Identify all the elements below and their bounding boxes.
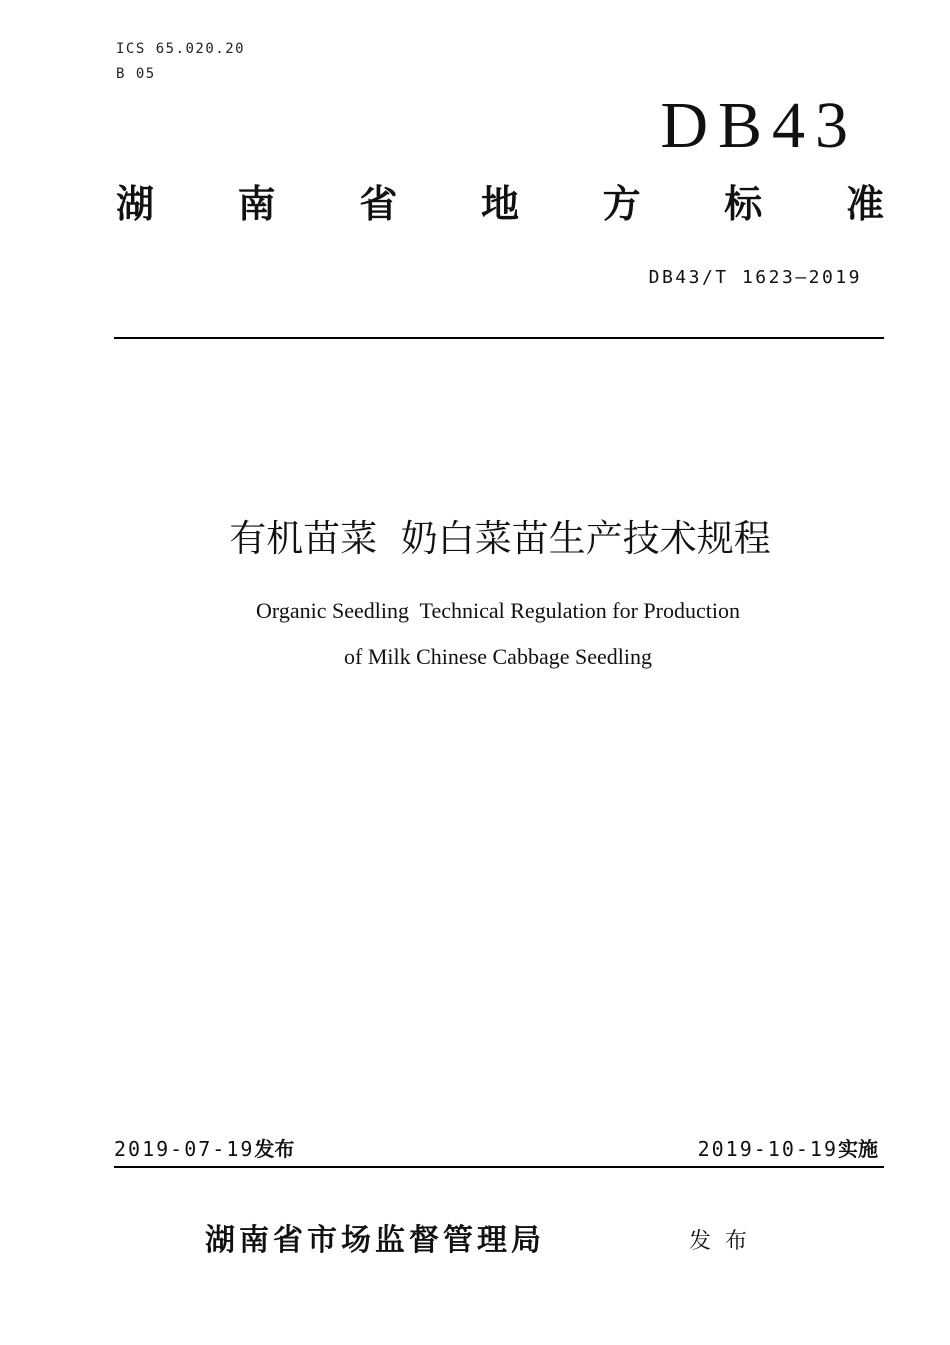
standard-type-char: 准 <box>845 182 884 226</box>
issue-label: 发布 <box>254 1137 295 1161</box>
publish-word: 发布 <box>689 1229 762 1254</box>
title-english-line-2: of Milk Chinese Cabbage Seedling <box>344 644 652 669</box>
standard-type-char: 标 <box>724 182 763 226</box>
db-mark: DB43 <box>660 89 858 162</box>
standard-type-char: 方 <box>602 182 641 226</box>
top-divider <box>114 337 884 339</box>
standard-type-char: 湖 <box>116 182 155 226</box>
standard-type-char: 省 <box>359 182 398 226</box>
issue-date: 2019-07-19 <box>114 1137 255 1161</box>
ics-code: ICS 65.020.20 <box>116 41 246 57</box>
title-english-line-1: Organic Seedling Technical Regulation for Production <box>256 598 740 623</box>
issue-date-block <box>114 1135 294 1164</box>
publisher-name: 湖南省市场监督管理局 <box>205 1223 545 1258</box>
implement-date: 2019-10-19 <box>697 1137 838 1161</box>
standard-type-char: 地 <box>480 182 519 226</box>
standard-type-heading <box>116 180 884 228</box>
standard-type-char: 南 <box>237 182 276 226</box>
title-chinese: 有机苗菜 奶白菜苗生产技术规程 <box>229 517 771 560</box>
classification-code: B 05 <box>116 66 156 82</box>
implement-date-block <box>698 1135 878 1164</box>
bottom-divider <box>114 1166 884 1168</box>
implement-label: 实施 <box>838 1137 878 1161</box>
standard-number: DB43/T 1623—2019 <box>648 267 862 288</box>
